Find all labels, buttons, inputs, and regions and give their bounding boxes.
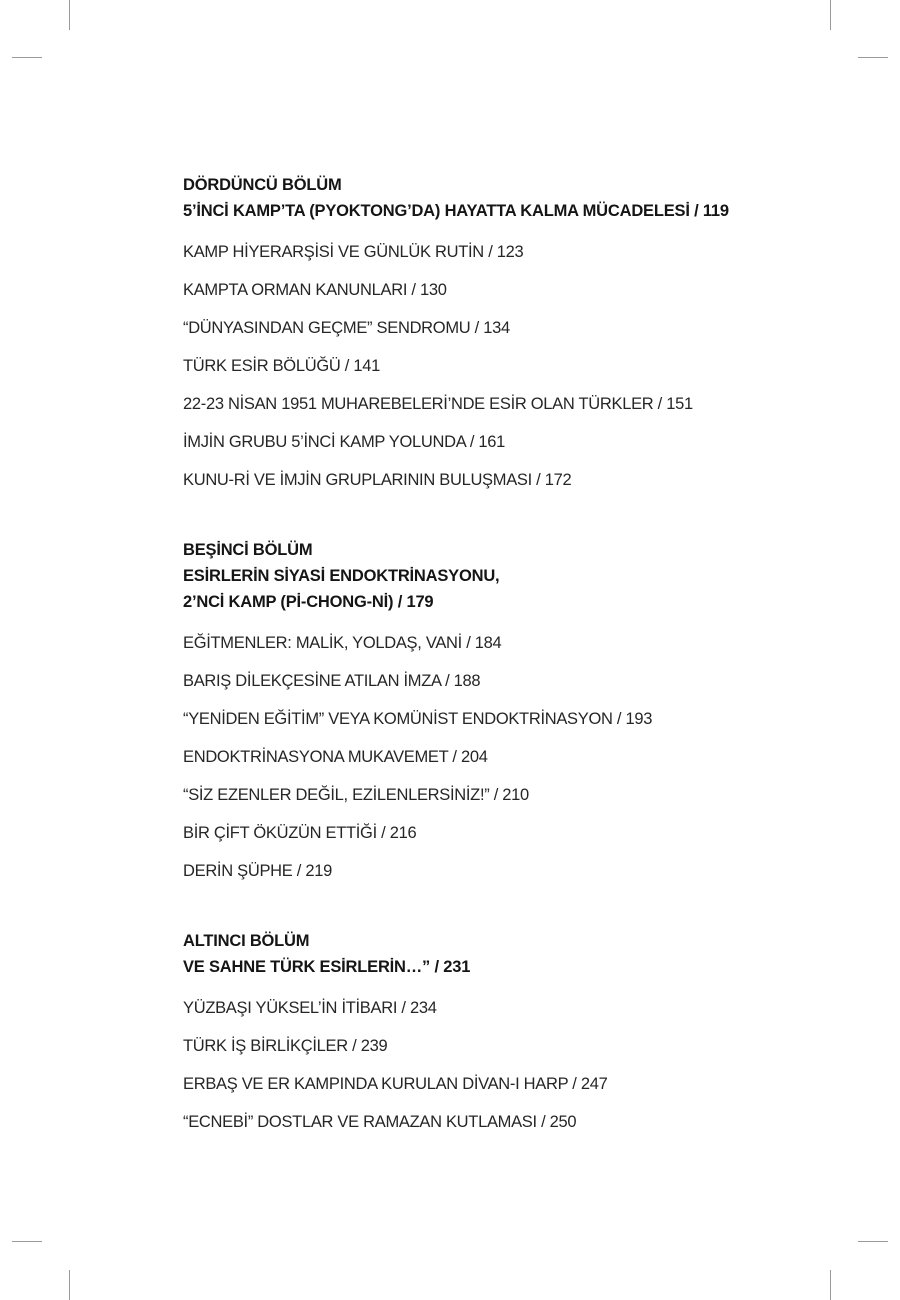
chapter-title: ALTINCI BÖLÜM (183, 932, 310, 950)
table-of-contents (183, 172, 823, 1179)
toc-entry: EĞİTMENLER: MALİK, YOLDAŞ, VANİ / 184 (183, 634, 502, 652)
toc-entry: ERBAŞ VE ER KAMPINDA KURULAN DİVAN-I HARP / 247 (183, 1075, 608, 1093)
crop-mark-bottom-left-horizontal (12, 1241, 42, 1242)
crop-mark-bottom-right-vertical (830, 1270, 831, 1300)
crop-mark-bottom-right-horizontal (858, 1241, 888, 1242)
toc-section-chapter-5 (183, 537, 823, 890)
crop-mark-top-right-vertical (830, 0, 831, 30)
toc-entry: KAMPTA ORMAN KANUNLARI / 130 (183, 281, 447, 299)
toc-entry: KAMP HİYERARŞİSİ VE GÜNLÜK RUTİN / 123 (183, 243, 524, 261)
toc-entry: “ECNEBİ” DOSTLAR VE RAMAZAN KUTLAMASI / 250 (183, 1113, 577, 1131)
chapter-heading (183, 928, 823, 980)
toc-section-chapter-4 (183, 172, 823, 499)
toc-entry: 22-23 NİSAN 1951 MUHAREBELERİ’NDE ESİR OLAN TÜRKLER / 151 (183, 395, 693, 413)
toc-entry: KUNU-Rİ VE İMJİN GRUPLARININ BULUŞMASI / 172 (183, 471, 572, 489)
toc-entry: TÜRK ESİR BÖLÜĞÜ / 141 (183, 357, 380, 375)
toc-entry: YÜZBAŞI YÜKSEL’İN İTİBARI / 234 (183, 999, 437, 1017)
chapter-heading (183, 537, 823, 615)
chapter-subtitle: ESİRLERİN SİYASİ ENDOKTRİNASYONU, (183, 567, 500, 585)
crop-mark-top-left-vertical (69, 0, 70, 30)
toc-entry: İMJİN GRUBU 5’İNCİ KAMP YOLUNDA / 161 (183, 433, 506, 451)
toc-entry: DERİN ŞÜPHE / 219 (183, 862, 332, 880)
toc-section-chapter-6 (183, 928, 823, 1141)
toc-entry: BİR ÇİFT ÖKÜZÜN ETTİĞİ / 216 (183, 824, 417, 842)
chapter-subtitle: 5’İNCİ KAMP’TA (PYOKTONG’DA) HAYATTA KALMA MÜCADELESİ / 119 (183, 202, 729, 220)
crop-mark-top-right-horizontal (858, 57, 888, 58)
toc-entry: TÜRK İŞ BİRLİKÇİLER / 239 (183, 1037, 388, 1055)
toc-entry: “YENİDEN EĞİTİM” VEYA KOMÜNİST ENDOKTRİNASYON / 193 (183, 710, 653, 728)
chapter-title: DÖRDÜNCÜ BÖLÜM (183, 176, 342, 194)
chapter-subtitle: 2’NCİ KAMP (Pİ-CHONG-Nİ) / 179 (183, 593, 434, 611)
toc-entry: “SİZ EZENLER DEĞİL, EZİLENLERSİNİZ!” / 210 (183, 786, 529, 804)
crop-mark-top-left-horizontal (12, 57, 42, 58)
crop-mark-bottom-left-vertical (69, 1270, 70, 1300)
chapter-subtitle: VE SAHNE TÜRK ESİRLERİN…” / 231 (183, 958, 471, 976)
chapter-title: BEŞİNCİ BÖLÜM (183, 541, 313, 559)
toc-entry: “DÜNYASINDAN GEÇME” SENDROMU / 134 (183, 319, 510, 337)
chapter-heading (183, 172, 823, 224)
toc-entry: ENDOKTRİNASYONA MUKAVEMET / 204 (183, 748, 488, 766)
toc-entry: BARIŞ DİLEKÇESİNE ATILAN İMZA / 188 (183, 672, 481, 690)
